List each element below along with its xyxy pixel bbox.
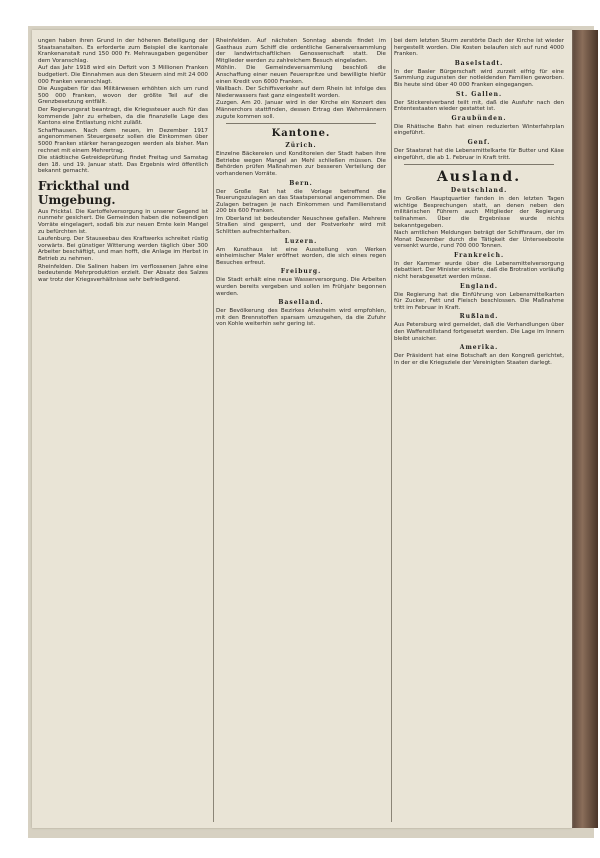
subsection-heading: Amerika. [459, 344, 499, 352]
subsection-heading: Rußland. [459, 313, 499, 321]
article-paragraph: Laufenburg. Der Stauseebau des Kraftwerks schreitet rüstig vorwärts. Bei günstiger Witterung werden täglich über 300 Arbeiter beschäftigt, und man hofft, die Anlage im Herbst in Betrieb zu nehmen. [38, 236, 208, 263]
article-paragraph: Nach amtlichen Meldungen beträgt der Schiffsraum, der im Monat Dezember durch die Tätigkeit der Unterseeboote versenkt wurde, rund 700 000 Tonnen. [394, 230, 564, 250]
subsection-heading: Genf. [467, 138, 491, 146]
article-paragraph: Die städtische Getreideprüfung findet Freitag und Samstag den 18. und 19. Januar statt. Das Ergebnis wird öffentlich bekannt gemacht. [38, 155, 208, 175]
article-paragraph: Rheinfelden. Die Salinen haben im verflossenen Jahre eine bedeutende Mehrproduktion erzielt. Der Absatz des Salzes war trotz der Kriegsverhältnisse sehr befriedigend. [38, 263, 208, 283]
subsection-heading: Freiburg. [280, 268, 322, 276]
article-paragraph: Aus Petersburg wird gemeldet, daß die Verhandlungen über den Waffenstillstand fortgesetzt werden. Die Lage im Innern bleibt unsicher. [394, 322, 564, 342]
article-paragraph: bei dem letzten Sturm zerstörte Dach der Kirche ist wieder hergestellt worden. Die Kosten belaufen sich auf rund 4000 Franken. [394, 38, 564, 58]
article-paragraph: Rheinfelden. Auf nächsten Sonntag abends findet im Gasthaus zum Schiff die ordentliche Generalversammlung der landwirtschaftlichen Genossenschaft statt. Die Mitglieder werden zu zahlreichem Besuch eingeladen. [216, 38, 386, 64]
article-paragraph: Am Kunsthaus ist eine Ausstellung von Werken einheimischer Maler eröffnet worden, die sich eines regen Besuches erfreut. [216, 246, 386, 266]
article-paragraph: Einzelne Bäckereien und Konditoreien der Stadt haben ihre Betriebe wegen Mangel an Mehl schließen müssen. Die Behörden prüfen Maßnahmen zur besseren Verteilung der vorhandenen Vorräte. [216, 151, 386, 177]
subsection-heading: Baselland. [278, 299, 324, 307]
subsection-heading: Baselstadt. [454, 59, 504, 67]
subsection-heading: Deutschland. [450, 187, 508, 195]
article-paragraph: Aus Fricktal. Die Kartoffelversorgung in unserer Gegend ist nunmehr gesichert. Die Gemeinden haben die notwendigen Vorräte eingelagert, sodaß bis zur neuen Ernte kein Mangel zu befürchten ist. [38, 208, 208, 235]
subsection-heading: St. Gallen. [455, 90, 503, 98]
article-paragraph: Wallbach. Der Schiffsverkehr auf dem Rhein ist infolge des Niederwassers fast ganz eingestellt worden. [216, 86, 386, 99]
subsection-heading: Zürich. [285, 142, 317, 150]
column-right [394, 38, 564, 822]
subsection-heading: Frankreich. [453, 251, 505, 259]
divider [404, 164, 554, 165]
article-paragraph: Möhlin. Die Gemeindeversammlung beschloß die Anschaffung einer neuen Feuerspritze und bewilligte hiefür einen Kredit von 6000 Franken. [216, 65, 386, 85]
article-paragraph: Der Präsident hat eine Botschaft an den Kongreß gerichtet, in der er die Kriegsziele der Vereinigten Staaten darlegt. [394, 353, 564, 366]
divider [226, 123, 376, 124]
section-heading: Kantone. [271, 128, 331, 140]
subsection-heading: Bern. [289, 179, 313, 187]
article-paragraph: Die Ausgaben für das Militärwesen erhöhten sich um rund 500 000 Franken, wovon der größte Teil auf die Grenzbesetzung entfällt. [38, 86, 208, 106]
article-paragraph: Die Rhätische Bahn hat einen reduzierten Winterfahrplan eingeführt. [394, 123, 564, 137]
section-heading: Ausland. [436, 169, 522, 186]
section-heading: Frickthal und Umgebung. [38, 178, 130, 207]
article-paragraph: Die Stadt erhält eine neue Wasserversorgung. Die Arbeiten wurden bereits vergeben und sollen im Frühjahr begonnen werden. [216, 277, 386, 297]
article-paragraph: Der Große Rat hat die Vorlage betreffend die Teuerungszulagen an das Staatspersonal angenommen. Die Zulagen betragen je nach Einkommen und Familienstand 200 bis 600 Franken. [216, 188, 386, 215]
article-paragraph: Auf das Jahr 1918 wird ein Defizit von 3 Millionen Franken budgetiert. Die Einnahmen aus den Steuern sind mit 24 000 000 Franken veranschlagt. [38, 65, 208, 85]
subsection-heading: England. [460, 282, 498, 290]
article-paragraph: Der Regierungsrat beantragt, die Kriegssteuer auch für das kommende Jahr zu erheben, da die finanzielle Lage des Kantons eine Entlastung nicht zuläßt. [38, 106, 208, 127]
column-rule [213, 38, 214, 822]
book-spine [572, 30, 598, 828]
article-paragraph: Schaffhausen. Nach dem neuen, im Dezember 1917 angenommenen Steuergesetz sollen die Einkommen über 5000 Franken stärker herangezogen werden als bisher. Man rechnet mit einem Mehrertrag. [38, 127, 208, 154]
article-paragraph: Im Großen Hauptquartier fanden in den letzten Tagen wichtige Besprechungen statt, an denen neben den militärischen Führern auch Mitglieder der Regierung teilnahmen. Über die Ergebnisse wurde nichts bekanntgegeben. [394, 196, 564, 229]
subsection-heading: Luzern. [284, 237, 318, 245]
article-paragraph: In der Basler Bürgerschaft wird zurzeit eifrig für eine Sammlung zugunsten der notleidenden Familien geworben. Bis heute sind über 40 000 Franken eingegangen. [394, 68, 564, 88]
column-rule [391, 38, 392, 822]
article-paragraph: Der Bevölkerung des Bezirkes Arlesheim wird empfohlen, mit den Brennstoffen sparsam umzugehen, da die Zufuhr von Kohle weiterhin sehr gering ist. [216, 308, 386, 328]
column-middle [216, 38, 386, 822]
article-paragraph: Im Oberland ist bedeutender Neuschnee gefallen. Mehrere Straßen sind gesperrt, und der Postverkehr wird mit Schlitten aufrechterhalten. [216, 215, 386, 236]
article-paragraph: Der Staatsrat hat die Lebensmittelkarte für Butter und Käse eingeführt, die ab 1. Februar in Kraft tritt. [394, 147, 564, 161]
article-paragraph: In der Kammer wurde über die Lebensmittelversorgung debattiert. Der Minister erklärte, daß die Brotration vorläufig nicht herabgesetzt werden müsse. [394, 260, 564, 281]
article-paragraph: ungen haben ihren Grund in der höheren Beteiligung der Staatsanstalten. Es erforderte zum Beispiel die kantonale Krankenanstalt rund 150 000 Fr. Mehrausgaben gegenüber dem Voranschlag. [38, 38, 208, 64]
article-paragraph: Der Stickereiverband teilt mit, daß die Ausfuhr nach den Ententestaaten wieder gestattet ist. [394, 99, 564, 113]
column-left [38, 38, 208, 822]
article-paragraph: Zuzgen. Am 20. Januar wird in der Kirche ein Konzert des Männerchors stattfinden, dessen Ertrag den Wehrmännern zugute kommen soll. [216, 100, 386, 120]
subsection-heading: Graubünden. [451, 114, 507, 122]
newspaper-page [32, 30, 572, 828]
article-paragraph: Die Regierung hat die Einführung von Lebensmittelkarten für Zucker, Fett und Fleisch beschlossen. Die Maßnahme tritt im Februar in Kraft. [394, 291, 564, 311]
